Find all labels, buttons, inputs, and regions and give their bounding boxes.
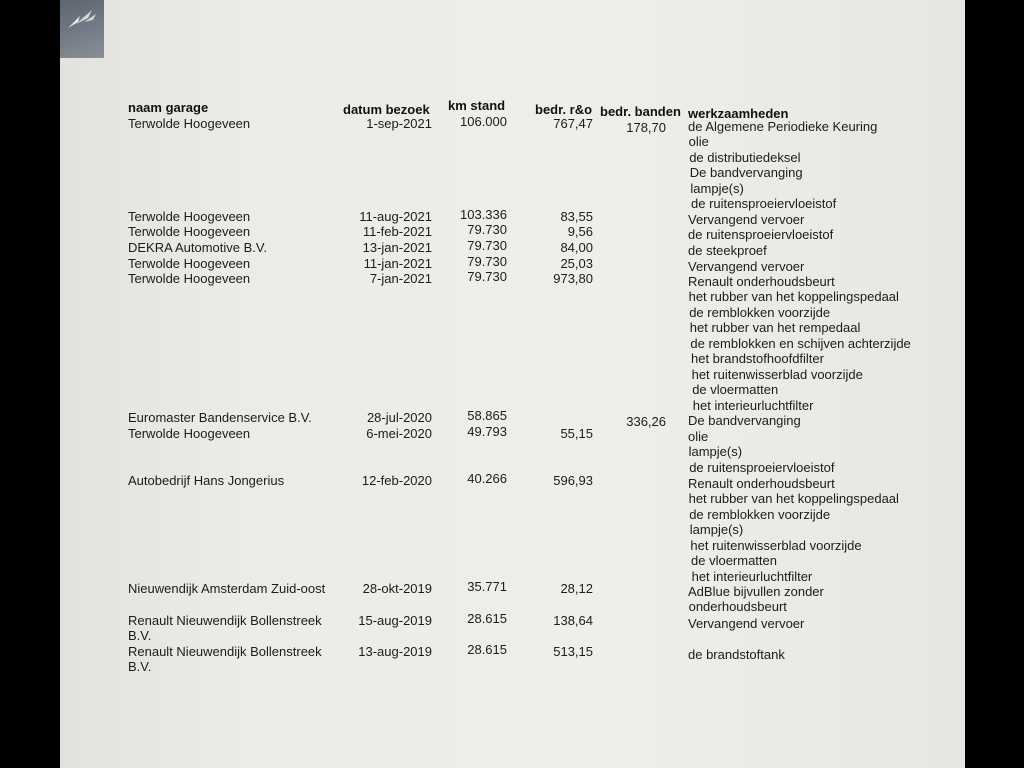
work-item: de vloermatten xyxy=(692,382,779,398)
header-repair-amount: bedr. r&o xyxy=(535,102,593,117)
work-item: de ruitensproeiervloeistof xyxy=(689,459,835,475)
work-item: AdBlue bijvullen zonder xyxy=(688,584,824,599)
work-item: de ruitensproeiervloeistof xyxy=(691,196,837,212)
header-km: km stand xyxy=(448,98,506,113)
document-page xyxy=(60,0,965,768)
visit-date: 13-jan-2021 xyxy=(362,240,432,255)
garage-name: Terwolde Hoogeveen xyxy=(128,426,251,441)
garage-name: B.V. xyxy=(128,658,152,674)
km-reading: 40.266 xyxy=(467,471,507,486)
visit-date: 12-feb-2020 xyxy=(361,473,432,488)
repair-amount: 25,03 xyxy=(560,256,593,271)
work-item: De bandvervanging xyxy=(689,165,803,181)
work-item: het interieurluchtfilter xyxy=(692,397,814,413)
work-item: de ruitensproeiervloeistof xyxy=(688,227,834,242)
km-reading: 28.615 xyxy=(467,611,507,626)
visit-date: 15-aug-2019 xyxy=(358,613,432,628)
repair-amount: 9,56 xyxy=(567,224,593,239)
work-item: het brandstofhoofdfilter xyxy=(691,351,824,367)
km-reading: 28.615 xyxy=(467,642,507,657)
work-item: de vloermatten xyxy=(691,553,777,569)
garage-name: Terwolde Hoogeveen xyxy=(128,209,251,224)
work-item: het rubber van het koppelingspedaal xyxy=(688,289,899,305)
visit-date: 11-aug-2021 xyxy=(359,209,432,224)
work-item: de brandstoftank xyxy=(688,647,785,662)
work-item: de distributiedeksel xyxy=(689,149,801,165)
header-date: datum bezoek xyxy=(343,102,430,117)
work-item: Vervangend vervoer xyxy=(688,259,805,274)
garage-name: Renault Nieuwendijk Bollenstreek xyxy=(128,644,322,659)
work-item: Renault onderhoudsbeurt xyxy=(688,476,835,491)
visit-date: 11-jan-2021 xyxy=(363,256,432,271)
work-item: Vervangend vervoer xyxy=(688,616,805,631)
header-garage: naam garage xyxy=(128,100,209,115)
repair-amount: 973,80 xyxy=(553,271,593,286)
km-reading: 49.793 xyxy=(467,424,507,439)
repair-amount: 84,00 xyxy=(560,240,593,255)
work-item: de steekproef xyxy=(688,243,767,258)
garage-name: Terwolde Hoogeveen xyxy=(128,256,251,271)
header-work: werkzaamheden xyxy=(688,106,789,121)
garage-name: Euromaster Bandenservice B.V. xyxy=(128,410,312,425)
work-item: de remblokken en schijven achterzijde xyxy=(690,335,911,351)
tire-amount: 336,26 xyxy=(626,414,666,429)
visit-date: 28-okt-2019 xyxy=(362,581,432,596)
work-item: de remblokken voorzijde xyxy=(689,304,831,320)
work-item: olie xyxy=(688,134,709,150)
km-reading: 79.730 xyxy=(467,222,507,237)
km-reading: 35.771 xyxy=(467,579,507,594)
work-item: olie xyxy=(688,429,709,444)
work-item: onderhoudsbeurt xyxy=(688,599,787,615)
garage-name: Renault Nieuwendijk Bollenstreek xyxy=(128,613,322,628)
visit-date: 1-sep-2021 xyxy=(366,116,432,131)
km-reading: 79.730 xyxy=(467,238,507,253)
work-item: het ruitenwisserblad voorzijde xyxy=(691,366,863,382)
work-item: lampje(s) xyxy=(689,522,744,538)
work-item: de remblokken voorzijde xyxy=(689,506,831,522)
work-item: Renault onderhoudsbeurt xyxy=(688,274,835,289)
garage-name: Terwolde Hoogeveen xyxy=(128,224,251,239)
repair-amount: 513,15 xyxy=(553,644,593,659)
visit-date: 7-jan-2021 xyxy=(369,271,432,286)
tire-amount: 178,70 xyxy=(626,120,666,135)
work-item: het interieurluchtfilter xyxy=(691,568,813,584)
garage-name: B.V. xyxy=(128,627,152,643)
work-item: het rubber van het rempedaal xyxy=(689,320,861,336)
work-item: de Algemene Periodieke Keuring xyxy=(688,119,878,134)
garage-name: Nieuwendijk Amsterdam Zuid-oost xyxy=(128,581,326,596)
repair-amount: 28,12 xyxy=(560,581,593,596)
garage-name: Terwolde Hoogeveen xyxy=(128,271,251,286)
header-tire-amount: bedr. banden xyxy=(600,104,681,119)
repair-amount: 83,55 xyxy=(560,209,593,224)
visit-date: 13-aug-2019 xyxy=(358,644,432,659)
visit-date: 6-mei-2020 xyxy=(366,426,432,441)
maintenance-table xyxy=(60,0,965,768)
visit-date: 28-jul-2020 xyxy=(366,410,432,425)
work-item: het rubber van het koppelingspedaal xyxy=(688,491,899,507)
visit-date: 11-feb-2021 xyxy=(362,224,432,239)
work-item: lampje(s) xyxy=(688,444,743,460)
work-item: Vervangend vervoer xyxy=(688,212,805,227)
work-item: lampje(s) xyxy=(690,180,744,196)
garage-name: DEKRA Automotive B.V. xyxy=(128,240,267,255)
work-item: het ruitenwisserblad voorzijde xyxy=(690,537,862,553)
repair-amount: 596,93 xyxy=(553,473,593,488)
km-reading: 103.336 xyxy=(460,207,507,222)
km-reading: 106.000 xyxy=(460,114,507,129)
repair-amount: 138,64 xyxy=(553,613,593,628)
km-reading: 79.730 xyxy=(467,269,507,284)
repair-amount: 55,15 xyxy=(560,426,593,441)
repair-amount: 767,47 xyxy=(553,116,593,131)
km-reading: 58.865 xyxy=(467,408,507,423)
garage-name: Autobedrijf Hans Jongerius xyxy=(128,473,285,488)
garage-name: Terwolde Hoogeveen xyxy=(128,116,251,131)
work-item: De bandvervanging xyxy=(688,413,801,428)
km-reading: 79.730 xyxy=(467,254,507,269)
